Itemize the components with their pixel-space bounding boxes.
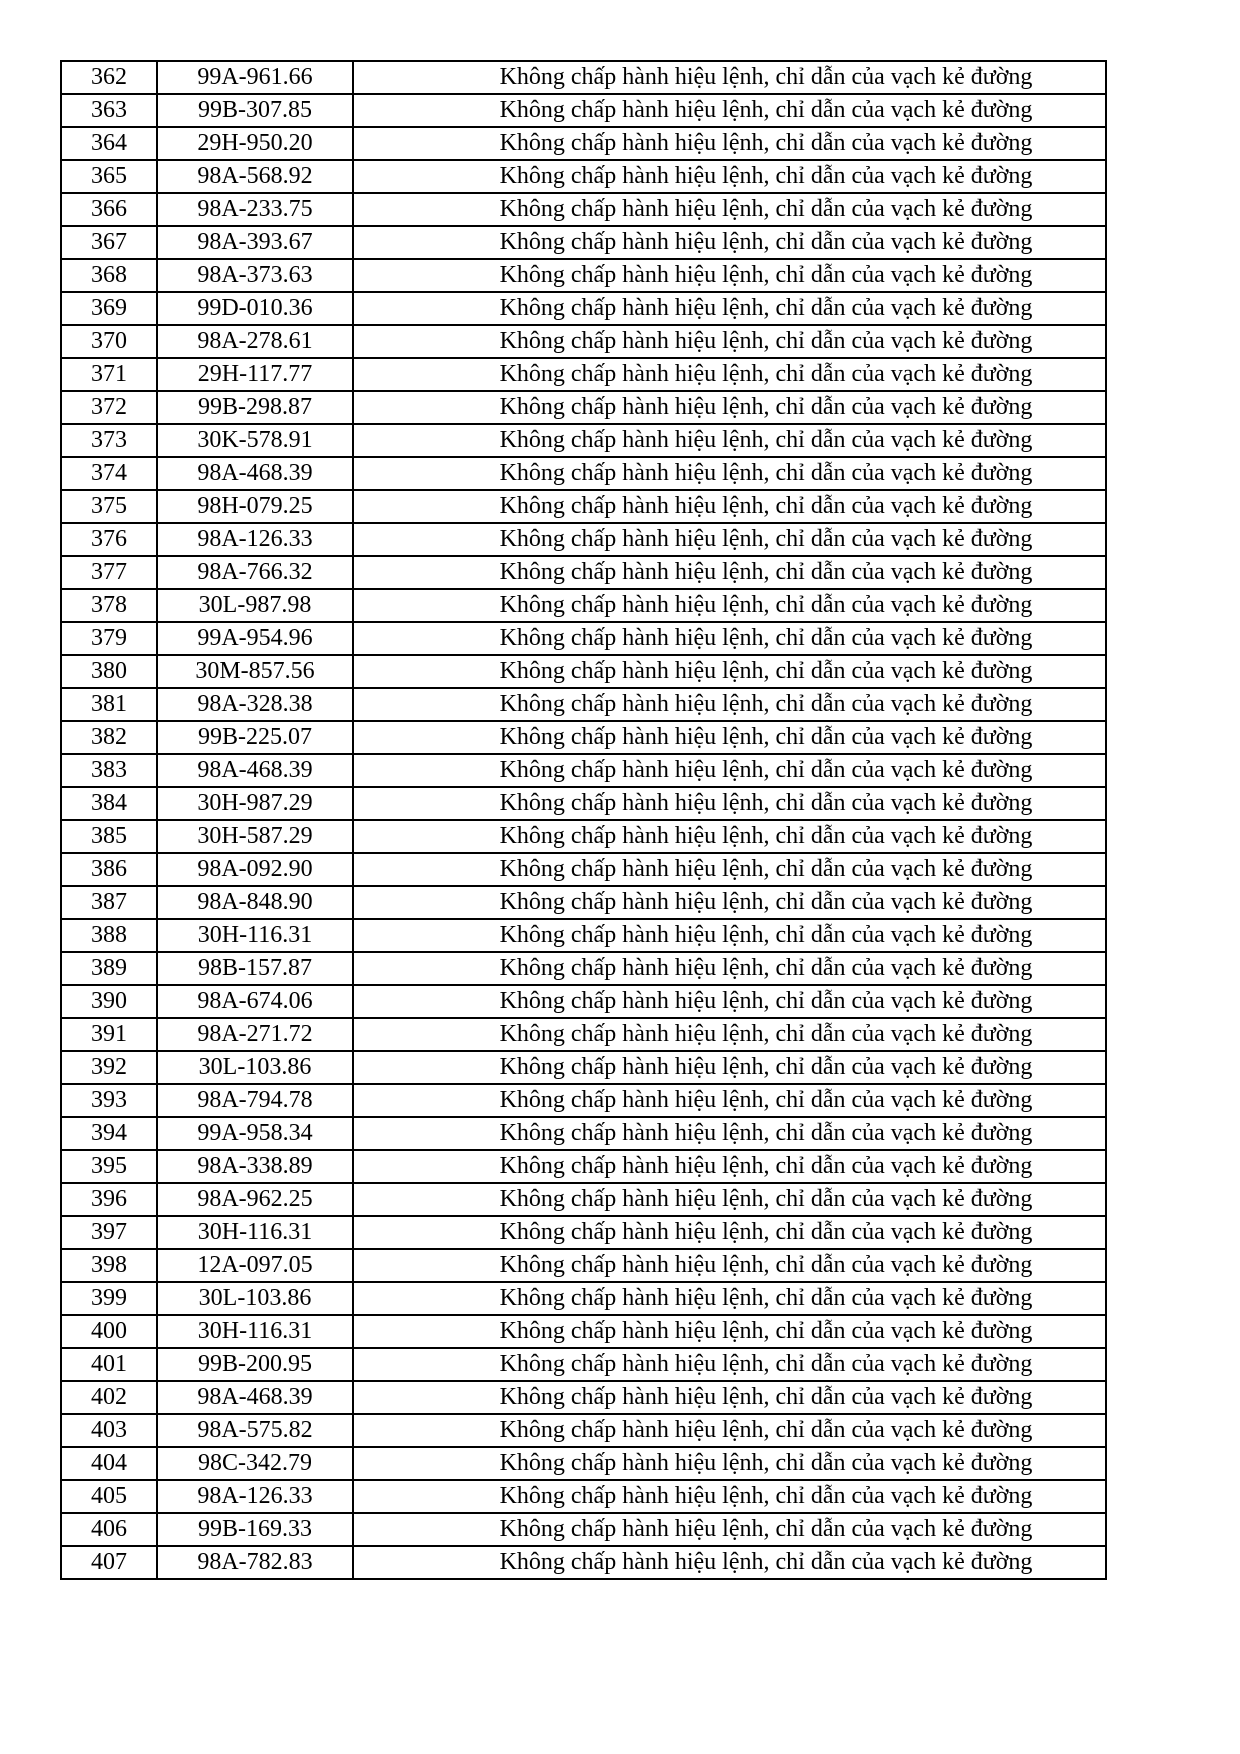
table-row (61, 160, 1106, 193)
row-number-cell: 362 (61, 61, 157, 94)
row-number-cell: 382 (61, 721, 157, 754)
table-row (61, 490, 1106, 523)
table-row (61, 226, 1106, 259)
table-row (61, 61, 1106, 94)
table-row (61, 1348, 1106, 1381)
license-plate-cell: 98A-271.72 (157, 1018, 353, 1051)
row-number-cell: 385 (61, 820, 157, 853)
row-number-cell: 399 (61, 1282, 157, 1315)
violations-table-body (61, 61, 1106, 1579)
violation-description-cell: Không chấp hành hiệu lệnh, chỉ dẫn của vạch kẻ đường (353, 490, 1106, 523)
table-row (61, 424, 1106, 457)
violation-description-cell: Không chấp hành hiệu lệnh, chỉ dẫn của vạch kẻ đường (353, 94, 1106, 127)
row-number-cell: 391 (61, 1018, 157, 1051)
license-plate-cell: 98A-674.06 (157, 985, 353, 1018)
license-plate-cell: 99D-010.36 (157, 292, 353, 325)
license-plate-cell: 99A-958.34 (157, 1117, 353, 1150)
violation-description-cell: Không chấp hành hiệu lệnh, chỉ dẫn của vạch kẻ đường (353, 853, 1106, 886)
table-row (61, 1282, 1106, 1315)
license-plate-cell: 98A-962.25 (157, 1183, 353, 1216)
table-row (61, 193, 1106, 226)
table-row (61, 358, 1106, 391)
license-plate-cell: 98B-157.87 (157, 952, 353, 985)
violation-description-cell: Không chấp hành hiệu lệnh, chỉ dẫn của vạch kẻ đường (353, 787, 1106, 820)
table-row (61, 1249, 1106, 1282)
row-number-cell: 396 (61, 1183, 157, 1216)
row-number-cell: 375 (61, 490, 157, 523)
table-row (61, 1018, 1106, 1051)
license-plate-cell: 99B-307.85 (157, 94, 353, 127)
row-number-cell: 377 (61, 556, 157, 589)
row-number-cell: 374 (61, 457, 157, 490)
table-row (61, 952, 1106, 985)
violation-description-cell: Không chấp hành hiệu lệnh, chỉ dẫn của vạch kẻ đường (353, 688, 1106, 721)
row-number-cell: 380 (61, 655, 157, 688)
violation-description-cell: Không chấp hành hiệu lệnh, chỉ dẫn của vạch kẻ đường (353, 820, 1106, 853)
license-plate-cell: 98A-794.78 (157, 1084, 353, 1117)
license-plate-cell: 99B-169.33 (157, 1513, 353, 1546)
table-row (61, 622, 1106, 655)
license-plate-cell: 30K-578.91 (157, 424, 353, 457)
violation-description-cell: Không chấp hành hiệu lệnh, chỉ dẫn của vạch kẻ đường (353, 1216, 1106, 1249)
row-number-cell: 379 (61, 622, 157, 655)
violation-description-cell: Không chấp hành hiệu lệnh, chỉ dẫn của vạch kẻ đường (353, 1348, 1106, 1381)
violation-description-cell: Không chấp hành hiệu lệnh, chỉ dẫn của vạch kẻ đường (353, 985, 1106, 1018)
row-number-cell: 363 (61, 94, 157, 127)
row-number-cell: 394 (61, 1117, 157, 1150)
violation-description-cell: Không chấp hành hiệu lệnh, chỉ dẫn của vạch kẻ đường (353, 259, 1106, 292)
license-plate-cell: 30H-587.29 (157, 820, 353, 853)
violation-description-cell: Không chấp hành hiệu lệnh, chỉ dẫn của vạch kẻ đường (353, 952, 1106, 985)
license-plate-cell: 98A-848.90 (157, 886, 353, 919)
license-plate-cell: 98A-126.33 (157, 1480, 353, 1513)
table-row (61, 94, 1106, 127)
license-plate-cell: 30H-987.29 (157, 787, 353, 820)
violation-description-cell: Không chấp hành hiệu lệnh, chỉ dẫn của vạch kẻ đường (353, 886, 1106, 919)
license-plate-cell: 98A-373.63 (157, 259, 353, 292)
license-plate-cell: 30L-103.86 (157, 1282, 353, 1315)
row-number-cell: 378 (61, 589, 157, 622)
violation-description-cell: Không chấp hành hiệu lệnh, chỉ dẫn của vạch kẻ đường (353, 1447, 1106, 1480)
violation-description-cell: Không chấp hành hiệu lệnh, chỉ dẫn của vạch kẻ đường (353, 424, 1106, 457)
violation-description-cell: Không chấp hành hiệu lệnh, chỉ dẫn của vạch kẻ đường (353, 292, 1106, 325)
table-row (61, 523, 1106, 556)
license-plate-cell: 29H-117.77 (157, 358, 353, 391)
row-number-cell: 395 (61, 1150, 157, 1183)
license-plate-cell: 98H-079.25 (157, 490, 353, 523)
row-number-cell: 381 (61, 688, 157, 721)
license-plate-cell: 98A-328.38 (157, 688, 353, 721)
table-row (61, 820, 1106, 853)
violation-description-cell: Không chấp hành hiệu lệnh, chỉ dẫn của vạch kẻ đường (353, 127, 1106, 160)
table-row (61, 1051, 1106, 1084)
violation-description-cell: Không chấp hành hiệu lệnh, chỉ dẫn của vạch kẻ đường (353, 358, 1106, 391)
violation-description-cell: Không chấp hành hiệu lệnh, chỉ dẫn của vạch kẻ đường (353, 1315, 1106, 1348)
table-row (61, 457, 1106, 490)
table-row (61, 292, 1106, 325)
violation-description-cell: Không chấp hành hiệu lệnh, chỉ dẫn của vạch kẻ đường (353, 1117, 1106, 1150)
violation-description-cell: Không chấp hành hiệu lệnh, chỉ dẫn của vạch kẻ đường (353, 655, 1106, 688)
violation-description-cell: Không chấp hành hiệu lệnh, chỉ dẫn của vạch kẻ đường (353, 556, 1106, 589)
license-plate-cell: 98C-342.79 (157, 1447, 353, 1480)
row-number-cell: 390 (61, 985, 157, 1018)
row-number-cell: 384 (61, 787, 157, 820)
violations-table (60, 60, 1107, 1580)
table-row (61, 1513, 1106, 1546)
violation-description-cell: Không chấp hành hiệu lệnh, chỉ dẫn của vạch kẻ đường (353, 325, 1106, 358)
violation-description-cell: Không chấp hành hiệu lệnh, chỉ dẫn của vạch kẻ đường (353, 919, 1106, 952)
license-plate-cell: 98A-468.39 (157, 1381, 353, 1414)
row-number-cell: 383 (61, 754, 157, 787)
violation-description-cell: Không chấp hành hiệu lệnh, chỉ dẫn của vạch kẻ đường (353, 1381, 1106, 1414)
violation-description-cell: Không chấp hành hiệu lệnh, chỉ dẫn của vạch kẻ đường (353, 1018, 1106, 1051)
row-number-cell: 370 (61, 325, 157, 358)
row-number-cell: 386 (61, 853, 157, 886)
license-plate-cell: 98A-278.61 (157, 325, 353, 358)
license-plate-cell: 12A-097.05 (157, 1249, 353, 1282)
violation-description-cell: Không chấp hành hiệu lệnh, chỉ dẫn của vạch kẻ đường (353, 1051, 1106, 1084)
row-number-cell: 367 (61, 226, 157, 259)
license-plate-cell: 30L-103.86 (157, 1051, 353, 1084)
license-plate-cell: 98A-126.33 (157, 523, 353, 556)
table-row (61, 1183, 1106, 1216)
row-number-cell: 373 (61, 424, 157, 457)
violation-description-cell: Không chấp hành hiệu lệnh, chỉ dẫn của vạch kẻ đường (353, 1546, 1106, 1579)
table-row (61, 1381, 1106, 1414)
license-plate-cell: 98A-575.82 (157, 1414, 353, 1447)
violation-description-cell: Không chấp hành hiệu lệnh, chỉ dẫn của vạch kẻ đường (353, 193, 1106, 226)
row-number-cell: 392 (61, 1051, 157, 1084)
row-number-cell: 366 (61, 193, 157, 226)
table-row (61, 325, 1106, 358)
violation-description-cell: Không chấp hành hiệu lệnh, chỉ dẫn của vạch kẻ đường (353, 1282, 1106, 1315)
row-number-cell: 405 (61, 1480, 157, 1513)
license-plate-cell: 30H-116.31 (157, 919, 353, 952)
license-plate-cell: 98A-393.67 (157, 226, 353, 259)
violation-description-cell: Không chấp hành hiệu lệnh, chỉ dẫn của vạch kẻ đường (353, 1480, 1106, 1513)
violation-description-cell: Không chấp hành hiệu lệnh, chỉ dẫn của vạch kẻ đường (353, 1249, 1106, 1282)
violation-description-cell: Không chấp hành hiệu lệnh, chỉ dẫn của vạch kẻ đường (353, 1513, 1106, 1546)
table-row (61, 127, 1106, 160)
license-plate-cell: 98A-092.90 (157, 853, 353, 886)
row-number-cell: 404 (61, 1447, 157, 1480)
row-number-cell: 372 (61, 391, 157, 424)
row-number-cell: 365 (61, 160, 157, 193)
table-row (61, 1150, 1106, 1183)
violation-description-cell: Không chấp hành hiệu lệnh, chỉ dẫn của vạch kẻ đường (353, 1414, 1106, 1447)
violation-description-cell: Không chấp hành hiệu lệnh, chỉ dẫn của vạch kẻ đường (353, 1084, 1106, 1117)
table-row (61, 1447, 1106, 1480)
row-number-cell: 400 (61, 1315, 157, 1348)
table-row (61, 1546, 1106, 1579)
table-row (61, 754, 1106, 787)
violation-description-cell: Không chấp hành hiệu lệnh, chỉ dẫn của vạch kẻ đường (353, 589, 1106, 622)
license-plate-cell: 30H-116.31 (157, 1315, 353, 1348)
license-plate-cell: 98A-782.83 (157, 1546, 353, 1579)
table-row (61, 1480, 1106, 1513)
row-number-cell: 398 (61, 1249, 157, 1282)
violation-description-cell: Không chấp hành hiệu lệnh, chỉ dẫn của vạch kẻ đường (353, 721, 1106, 754)
license-plate-cell: 99B-298.87 (157, 391, 353, 424)
row-number-cell: 403 (61, 1414, 157, 1447)
table-row (61, 853, 1106, 886)
license-plate-cell: 98A-568.92 (157, 160, 353, 193)
license-plate-cell: 98A-338.89 (157, 1150, 353, 1183)
license-plate-cell: 29H-950.20 (157, 127, 353, 160)
row-number-cell: 387 (61, 886, 157, 919)
row-number-cell: 368 (61, 259, 157, 292)
table-row (61, 589, 1106, 622)
row-number-cell: 393 (61, 1084, 157, 1117)
license-plate-cell: 99B-225.07 (157, 721, 353, 754)
row-number-cell: 402 (61, 1381, 157, 1414)
table-row (61, 391, 1106, 424)
table-row (61, 1117, 1106, 1150)
table-row (61, 655, 1106, 688)
table-row (61, 1084, 1106, 1117)
row-number-cell: 389 (61, 952, 157, 985)
row-number-cell: 401 (61, 1348, 157, 1381)
violation-description-cell: Không chấp hành hiệu lệnh, chỉ dẫn của vạch kẻ đường (353, 523, 1106, 556)
license-plate-cell: 30M-857.56 (157, 655, 353, 688)
table-row (61, 886, 1106, 919)
table-row (61, 556, 1106, 589)
table-row (61, 721, 1106, 754)
license-plate-cell: 98A-233.75 (157, 193, 353, 226)
violation-description-cell: Không chấp hành hiệu lệnh, chỉ dẫn của vạch kẻ đường (353, 1150, 1106, 1183)
license-plate-cell: 99B-200.95 (157, 1348, 353, 1381)
table-row (61, 1414, 1106, 1447)
row-number-cell: 397 (61, 1216, 157, 1249)
row-number-cell: 364 (61, 127, 157, 160)
table-row (61, 259, 1106, 292)
violation-description-cell: Không chấp hành hiệu lệnh, chỉ dẫn của vạch kẻ đường (353, 61, 1106, 94)
row-number-cell: 388 (61, 919, 157, 952)
violation-description-cell: Không chấp hành hiệu lệnh, chỉ dẫn của vạch kẻ đường (353, 754, 1106, 787)
table-row (61, 1315, 1106, 1348)
license-plate-cell: 30L-987.98 (157, 589, 353, 622)
violation-description-cell: Không chấp hành hiệu lệnh, chỉ dẫn của vạch kẻ đường (353, 391, 1106, 424)
license-plate-cell: 98A-766.32 (157, 556, 353, 589)
violation-description-cell: Không chấp hành hiệu lệnh, chỉ dẫn của vạch kẻ đường (353, 226, 1106, 259)
table-row (61, 919, 1106, 952)
row-number-cell: 371 (61, 358, 157, 391)
license-plate-cell: 99A-954.96 (157, 622, 353, 655)
table-row (61, 787, 1106, 820)
table-row (61, 688, 1106, 721)
table-row (61, 985, 1106, 1018)
row-number-cell: 369 (61, 292, 157, 325)
violation-description-cell: Không chấp hành hiệu lệnh, chỉ dẫn của vạch kẻ đường (353, 160, 1106, 193)
table-row (61, 1216, 1106, 1249)
violation-description-cell: Không chấp hành hiệu lệnh, chỉ dẫn của vạch kẻ đường (353, 1183, 1106, 1216)
license-plate-cell: 30H-116.31 (157, 1216, 353, 1249)
license-plate-cell: 98A-468.39 (157, 457, 353, 490)
row-number-cell: 376 (61, 523, 157, 556)
license-plate-cell: 99A-961.66 (157, 61, 353, 94)
license-plate-cell: 98A-468.39 (157, 754, 353, 787)
violation-description-cell: Không chấp hành hiệu lệnh, chỉ dẫn của vạch kẻ đường (353, 622, 1106, 655)
violation-description-cell: Không chấp hành hiệu lệnh, chỉ dẫn của vạch kẻ đường (353, 457, 1106, 490)
row-number-cell: 407 (61, 1546, 157, 1579)
row-number-cell: 406 (61, 1513, 157, 1546)
